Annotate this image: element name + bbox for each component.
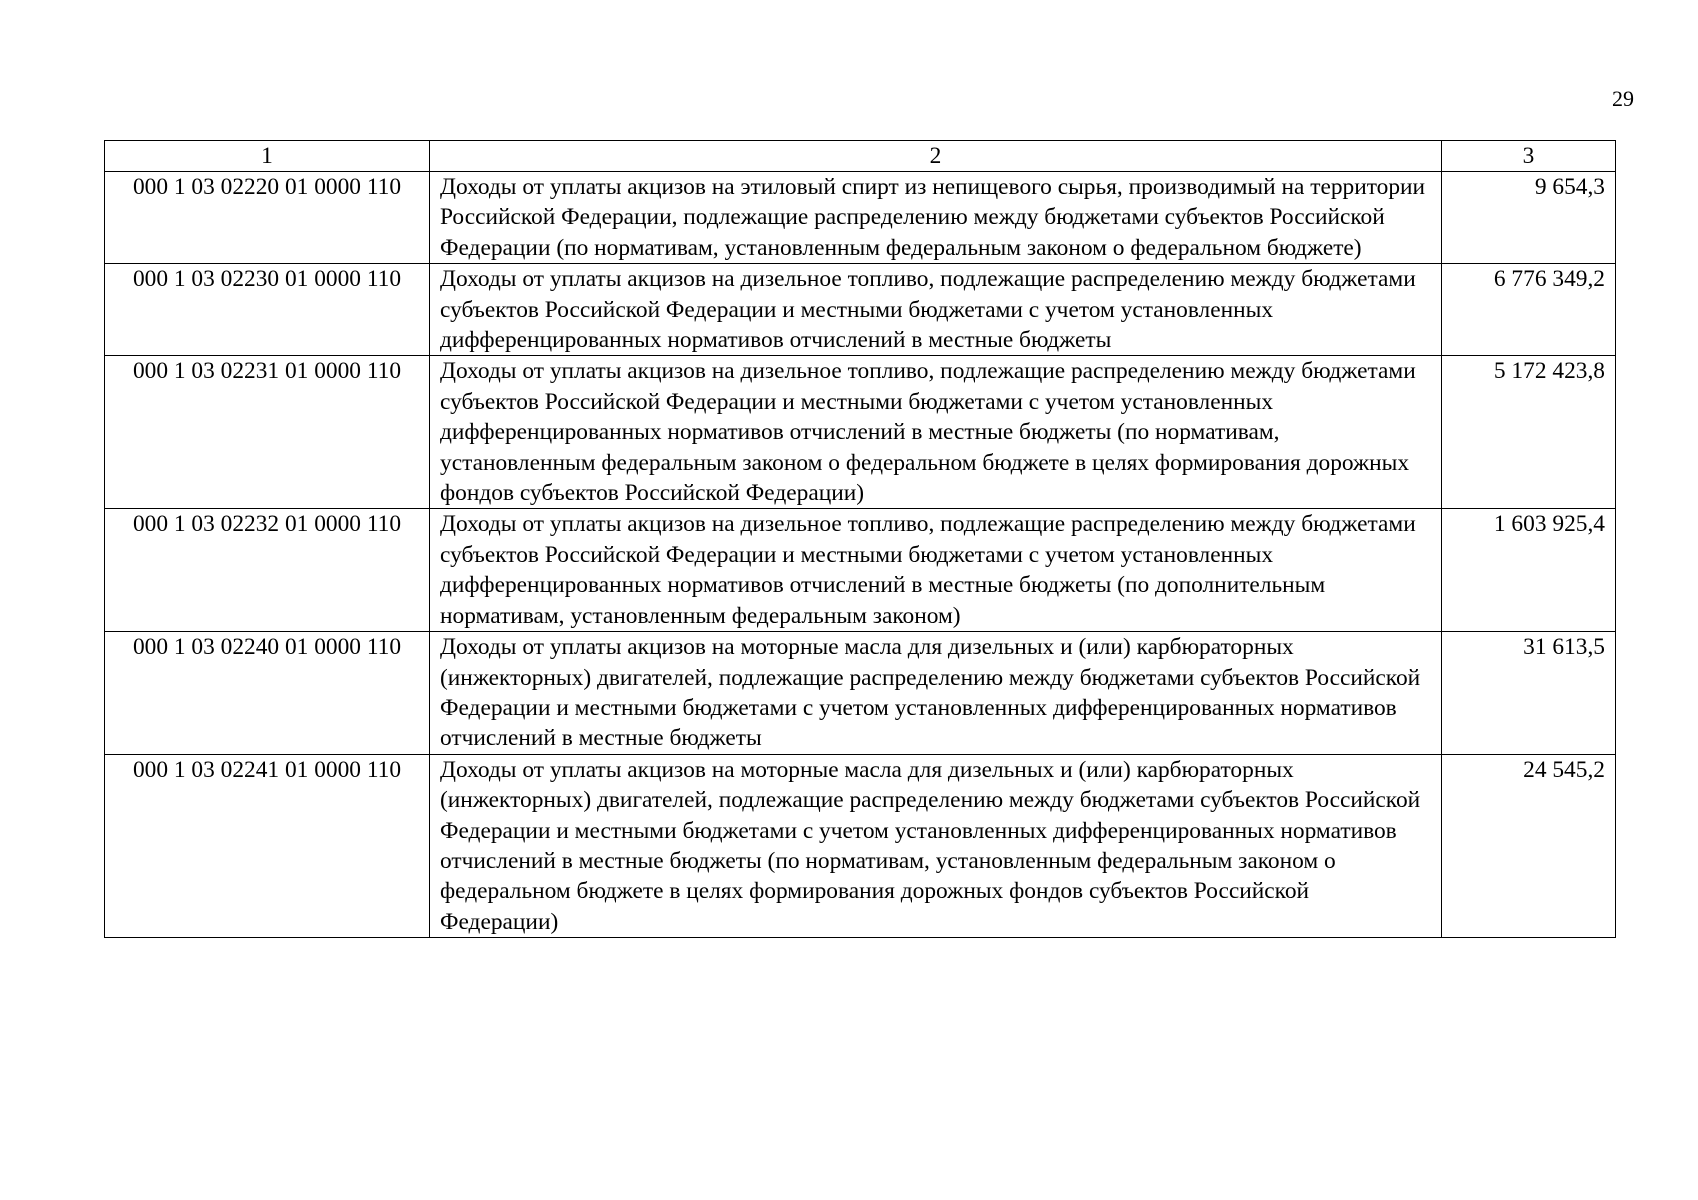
table-row [105,356,1616,509]
column-header-3: 3 [1442,141,1616,172]
revenue-description: Доходы от уплаты акцизов на дизельное топливо, подлежащие распределению между бюджетами субъектов Российской Федерации и местными бюджетами с учетом установленных дифференцированных нормативов отчислений в местные бюджеты [430,264,1442,356]
revenue-amount: 24 545,2 [1442,754,1616,937]
revenue-description: Доходы от уплаты акцизов на моторные масла для дизельных и (или) карбюраторных (инжекторных) двигателей, подлежащие распределению между бюджетами субъектов Российской Федерации и местными бюджетами с учетом установленных дифференцированных нормативов отчислений в местные бюджеты [430,632,1442,755]
column-header-2: 2 [430,141,1442,172]
table-row [105,754,1616,937]
column-header-1: 1 [105,141,430,172]
revenue-table [104,140,1616,938]
table-header-row [105,141,1616,172]
table-row [105,509,1616,632]
table-row [105,264,1616,356]
revenue-description: Доходы от уплаты акцизов на дизельное топливо, подлежащие распределению между бюджетами субъектов Российской Федерации и местными бюджетами с учетом установленных дифференцированных нормативов отчислений в местные бюджеты (по дополнительным нормативам, установленным федеральным законом) [430,509,1442,632]
revenue-code: 000 1 03 02220 01 0000 110 [105,172,430,264]
page-number: 29 [1612,86,1634,111]
revenue-code: 000 1 03 02240 01 0000 110 [105,632,430,755]
revenue-description: Доходы от уплаты акцизов на моторные масла для дизельных и (или) карбюраторных (инжекторных) двигателей, подлежащие распределению между бюджетами субъектов Российской Федерации и местными бюджетами с учетом установленных дифференцированных нормативов отчислений в местные бюджеты (по нормативам, установленным федеральным законом о федеральном бюджете в целях формирования дорожных фондов субъектов Российской Федерации) [430,754,1442,937]
revenue-description: Доходы от уплаты акцизов на этиловый спирт из непищевого сырья, производимый на территории Российской Федерации, подлежащие распределению между бюджетами субъектов Российской Федерации (по нормативам, установленным федеральным законом о федеральном бюджете) [430,172,1442,264]
revenue-amount: 1 603 925,4 [1442,509,1616,632]
revenue-code: 000 1 03 02241 01 0000 110 [105,754,430,937]
revenue-code: 000 1 03 02231 01 0000 110 [105,356,430,509]
revenue-code: 000 1 03 02232 01 0000 110 [105,509,430,632]
revenue-amount: 9 654,3 [1442,172,1616,264]
revenue-amount: 6 776 349,2 [1442,264,1616,356]
table-row [105,172,1616,264]
revenue-amount: 5 172 423,8 [1442,356,1616,509]
table-row [105,632,1616,755]
revenue-code: 000 1 03 02230 01 0000 110 [105,264,430,356]
revenue-description: Доходы от уплаты акцизов на дизельное топливо, подлежащие распределению между бюджетами субъектов Российской Федерации и местными бюджетами с учетом установленных дифференцированных нормативов отчислений в местные бюджеты (по нормативам, установленным федеральным законом о федеральном бюджете в целях формирования дорожных фондов субъектов Российской Федерации) [430,356,1442,509]
revenue-amount: 31 613,5 [1442,632,1616,755]
